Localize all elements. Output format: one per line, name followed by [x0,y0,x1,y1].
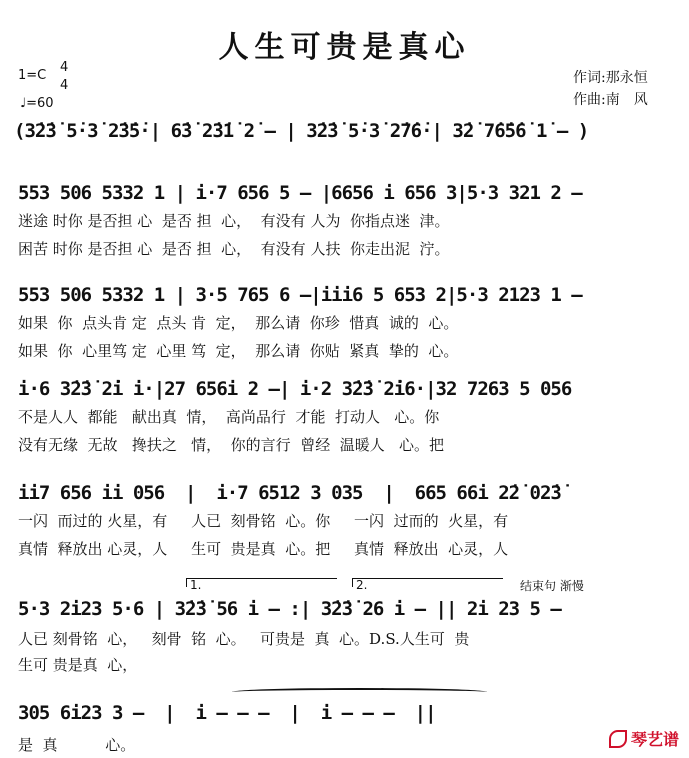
site-logo: 琴艺谱 [609,727,679,750]
lyric-line-5b: 真情 释放出 心灵，人 生可 贵是真 心。把 真情 释放出 心灵，人 [18,540,509,558]
volta-bracket-1 [186,578,337,587]
key-signature: 1=C [18,68,47,83]
lyricist-credit: 作词:那永恒 [573,70,648,86]
notation-line-5: ii7 656 ii 056 | i·7 6512 3 035 | 665 66i 2̇2̇ 02̇3̇ [18,482,561,504]
tie-curve [232,688,487,696]
notation-line-4: i·6 3̇2̇3̇ 2̇i i·|27 656i 2 –| i·2 3̇2̇3̇ 2̇i6·|32 7263 5 056 [18,378,572,400]
lyric-line-2a: 迷途 时你 是否担 心 是否 担 心， 有没有 人为 你指点迷 津。 [18,212,450,230]
notation-line-7: 305 6i23 3 – | i – – – | i – – – || [18,702,436,724]
lyric-line-4a: 不是人人 都能 献出真 情， 高尚品行 才能 打动人 心。你 [18,408,440,426]
notation-line-1: (3̇2̇3̇ 5̇·3̇ 2̇3̇5̇·| 6̇3̇ 2̇3̇1̇ 2̇ – | 3̇2̇3̇ 5̇·3̇ 2̇7̇6̇·| 3̇2̇ 7̇6̇5̇6̇ 1̇ – ) [14,120,589,142]
volta-label-1: 1. [190,578,202,592]
lyric-line-6b: 生可 贵是真 心， [18,656,138,674]
notation-line-3: 553 506 5332 1 | 3·5 765 6 –|iii6 5 653 2|5·3 2123 1 – [18,284,582,306]
tempo-mark: ♩=60 [20,96,54,111]
volta-label-2: 2. [356,578,368,592]
time-signature-bottom: 4 [60,78,69,93]
lyric-line-4b: 没有无缘 无故 搀扶之 情， 你的言行 曾经 温暖人 心。把 [18,436,445,454]
lyric-line-3b: 如果 你 心里笃 定 心里 笃 定， 那么请 你贴 紧真 挚的 心。 [18,342,459,360]
ending-instruction: 结束句 渐慢 [520,579,584,593]
song-title: 人生可贵是真心 [218,30,471,65]
lyric-line-5a: 一闪 而过的 火星，有 人已 刻骨铭 心。你 一闪 过而的 火星，有 [18,512,509,530]
lyric-line-3a: 如果 你 点头肯 定 点头 肯 定， 那么请 你珍 惜真 诚的 心。 [18,314,459,332]
composer-credit: 作曲:南 风 [573,92,648,108]
time-signature-top: 4 [60,60,69,75]
notation-line-6: 5·3 2i23 5·6 | 3̇2̇3̇ 56 i – :| 3̇2̇3̇ 26 i – || 2i 23 5 – [18,598,561,620]
lyric-line-6a: 人已 刻骨铭 心， 刻骨 铭 心。 可贵是 真 心。D.S.人生可 贵 [18,630,470,648]
lyric-line-2b: 困苦 时你 是否担 心 是否 担 心， 有没有 人扶 你走出泥 泞。 [18,240,450,258]
quarter-note-icon: ♩ [20,96,27,111]
logo-icon [609,730,627,748]
volta-bracket-2 [352,578,503,587]
lyric-line-7: 是 真 心。 [18,736,136,754]
notation-line-2: 553 506 5332 1 | i·7 656 5 – |6656 i 656 3|5·3 321 2 – [18,182,582,204]
